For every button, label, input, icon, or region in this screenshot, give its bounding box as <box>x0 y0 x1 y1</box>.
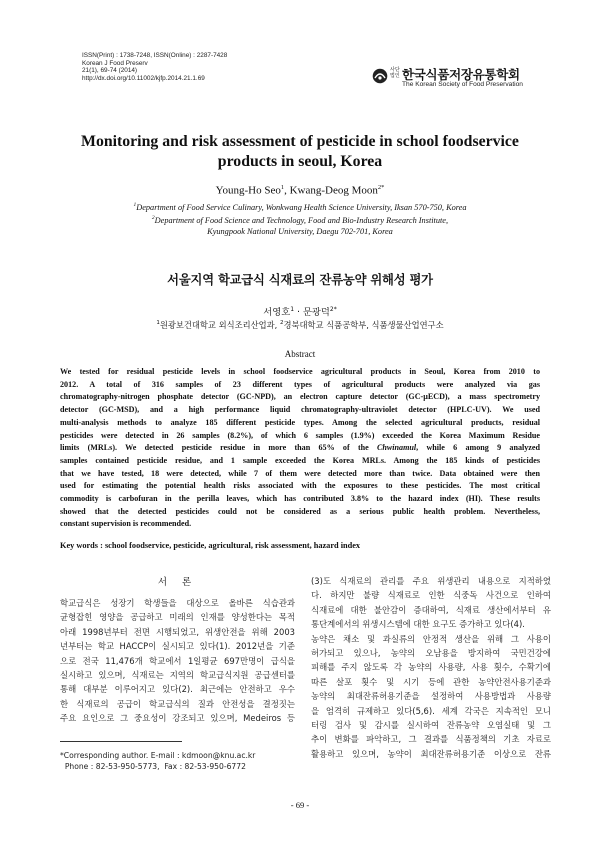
korean-title: 서울지역 학교급식 식재료의 잔류농약 위해성 평가 <box>167 273 433 287</box>
body-line: 활용하고 있으며, 농약이 최대잔류허용기준 이상으로 잔류 <box>311 748 551 759</box>
journal-name: Korean J Food Preserv <box>82 59 148 67</box>
body-line: 피해를 주지 않도록 각 농약의 사용량, 사용 횟수, 수확기에 <box>311 662 551 673</box>
keywords <box>60 541 360 550</box>
species-term: Chwinamul <box>377 443 417 453</box>
society-logo <box>372 66 550 94</box>
abstract-line: commodity is carbofuran in the perilla leaves, which has contributed 3.8% to the hazard index (HI). These results <box>60 494 540 504</box>
footnote-phone: Phone : 82-53-950-5773, Fax : 82-53-950-6772 <box>60 762 246 771</box>
korean-affiliations: $^1$원광보건대학교 외식조리산업과, $^2$경북대학교 식품공학부, 식품생물산업연구소 <box>156 320 444 330</box>
society-small-label: 사단 법인 <box>390 67 400 79</box>
affiliation-line: $^2$Department of Food Science and Technology, Food and Bio-Industry Research Institute, <box>151 214 449 225</box>
body-line: 다. 하지만 불량 식재료로 인한 식중독 사건으로 인하여 <box>311 590 551 601</box>
body-line: (3)도 식재료의 관리를 주요 위생관리 내용으로 지적하였 <box>311 576 551 586</box>
abstract-line: multi-analysis methods to analyze 185 different pesticide types. Among the selected agricultural products, residual <box>60 417 540 427</box>
intro-left-column <box>60 596 295 726</box>
abstract-line: used for estimating the potential health risks associated with the exposures to these pesticides. The most critical <box>60 481 540 491</box>
footnote-email: *Corresponding author. E-mail : kdmoon@knu.ac.kr <box>60 751 256 760</box>
abstract-heading: Abstract <box>284 349 316 359</box>
author-superscript: 2* <box>377 184 385 191</box>
keywords-text: school foodservice, pesticide, agricultural, risk assessment, hazard index <box>102 541 361 550</box>
body-line: 주요 요인으로 그 중요성이 강조되고 있으며, Medeiros 등 <box>60 713 295 724</box>
body-line: 년부터는 학교 HACCP이 실시되고 있다(1). 2012년을 기준 <box>60 641 295 652</box>
author-name: Young-Ho Seo <box>215 184 281 197</box>
keywords-label: Key words : <box>60 541 103 550</box>
footnote <box>60 750 255 772</box>
body-line: 허가되고 있으나, 농약의 오남용을 방지하여 국민건강에 <box>311 648 551 659</box>
body-line: 농약은 채소 및 과실류의 안정적 생산을 위해 그 사용이 <box>311 633 551 644</box>
abstract-line: limits (MRLs). We detected pesticide residue in more than 65% of the Chwinamul, while 6 among 9 analyzed <box>60 443 540 453</box>
body-line: 으로 전국 11,476개 학교에서 1일평균 697만명이 급식을 <box>60 655 295 666</box>
body-line: 식재료에 대한 불안감이 증대하여, 식재료 생산에서부터 유 <box>311 604 551 615</box>
body-line: 터링 검사 및 감시를 실시하여 잔류농약 오염실태 및 그 <box>311 720 551 731</box>
author-superscript: 1 <box>280 184 285 191</box>
abstract-body <box>60 366 540 531</box>
introduction-heading: 서 론 <box>157 577 198 588</box>
korean-authors: 서영호$^1$ · 문광덕$^{2*}$ <box>263 305 337 318</box>
society-name-korean: 한국식품저장유통학회 <box>402 67 520 82</box>
abstract-line: 2012. A total of 316 samples of 23 different types of agricultural products were analyzed via gas <box>60 379 540 389</box>
body-line: 아래 1998년부터 전면 시행되었고, 위생안전을 위해 2003 <box>60 626 295 637</box>
body-line: 실시하고 있으며, 식재료는 지역의 학교급식지원 공급센터를 <box>60 670 295 681</box>
footnote-divider <box>60 741 182 742</box>
abstract-line: that we have tested, 18 were detected, while 7 of them were detected more than twice. Data obtained were then <box>60 468 540 478</box>
journal-meta <box>82 52 227 82</box>
body-line: 통단계에서의 위생시스템에 대한 요구도 증가하고 있다(4). <box>311 619 525 630</box>
body-line: 농약의 최대잔류허용기준을 설정하여 사용방법과 사용량 <box>311 691 551 702</box>
paper-title: Monitoring and risk assessment of pesticide in school foodservice products in seoul, Korea <box>81 133 519 170</box>
society-name-english: The Korean Society of Food Preservation <box>402 81 523 88</box>
abstract-line: detector (GC-MSD), and a high performance liquid chromatography-ultraviolet detector (HPLC-UV). We used <box>60 405 540 415</box>
author-separator: , <box>284 184 290 197</box>
page-number: - 69 - <box>290 800 310 810</box>
abstract-line: pesticides were detected in 26 samples (8.2%), of which 6 samples (1.9%) exceeded the Korea Maximum Residue <box>60 430 540 440</box>
affiliation-line: Kyungpook National University, Daegu 702-701, Korea <box>207 226 393 236</box>
body-line: 한 식재료의 공급이 학교급식의 질과 안전성을 결정짓는 <box>60 698 295 709</box>
body-line: 을 엄격히 규제하고 있다(5,6). 세계 각국은 지속적인 모니 <box>311 705 551 716</box>
affiliation-line: $^1$Department of Food Service Culinary, Wonkwang Health Science University, Iksan 570-750, Korea <box>133 202 467 212</box>
body-line: 균형잡힌 영양을 공급하고 미래의 인재를 양성한다는 목적 <box>60 612 295 623</box>
abstract-line: samples contained pesticide residue, and 1 sample exceeded the Korea MRLs. Among the 185 kinds of pesticides <box>60 455 540 465</box>
abstract-line: chromatography-nitrogen phosphate detector (GC-NPD), an electron capture detector (GC-μECD), a mass spectrometry <box>60 392 540 402</box>
author-list <box>0 184 600 197</box>
volume-line: 21(1), 69-74 (2014) <box>82 67 138 75</box>
body-line: 추이 변화를 파악하고, 그 결과를 식품정책의 기초 자료로 <box>311 734 551 745</box>
abstract-line: We tested for residual pesticide levels in school foodservice agricultural products in Seoul, Korea from 2010 to <box>60 367 540 376</box>
abstract-line: constant supervision is recommended. <box>60 519 192 529</box>
doi-link[interactable]: http://dx.doi.org/10.11002/kjfp.2014.21.1.69 <box>82 74 205 82</box>
body-line: 통해 대부분 이루어지고 있다(2). 최근에는 안전하고 우수 <box>60 684 295 695</box>
affiliations <box>0 200 600 237</box>
issn-line: ISSN(Print) : 1738-7248, ISSN(Online) : 2287-7428 <box>82 52 228 59</box>
society-emblem-icon <box>372 68 388 84</box>
abstract-line: showed that the detected pesticides could not be considered as a serious public health problem. Nevertheless, <box>60 506 540 516</box>
author-name: Kwang-Deog Moon <box>289 184 378 197</box>
body-line: 따른 살포 횟수 및 시기 등에 관한 농약안전사용기준과 <box>311 676 551 687</box>
intro-right-column <box>311 574 551 761</box>
body-line: 학교급식은 성장기 학생들을 대상으로 올바른 식습관과 <box>60 598 295 608</box>
